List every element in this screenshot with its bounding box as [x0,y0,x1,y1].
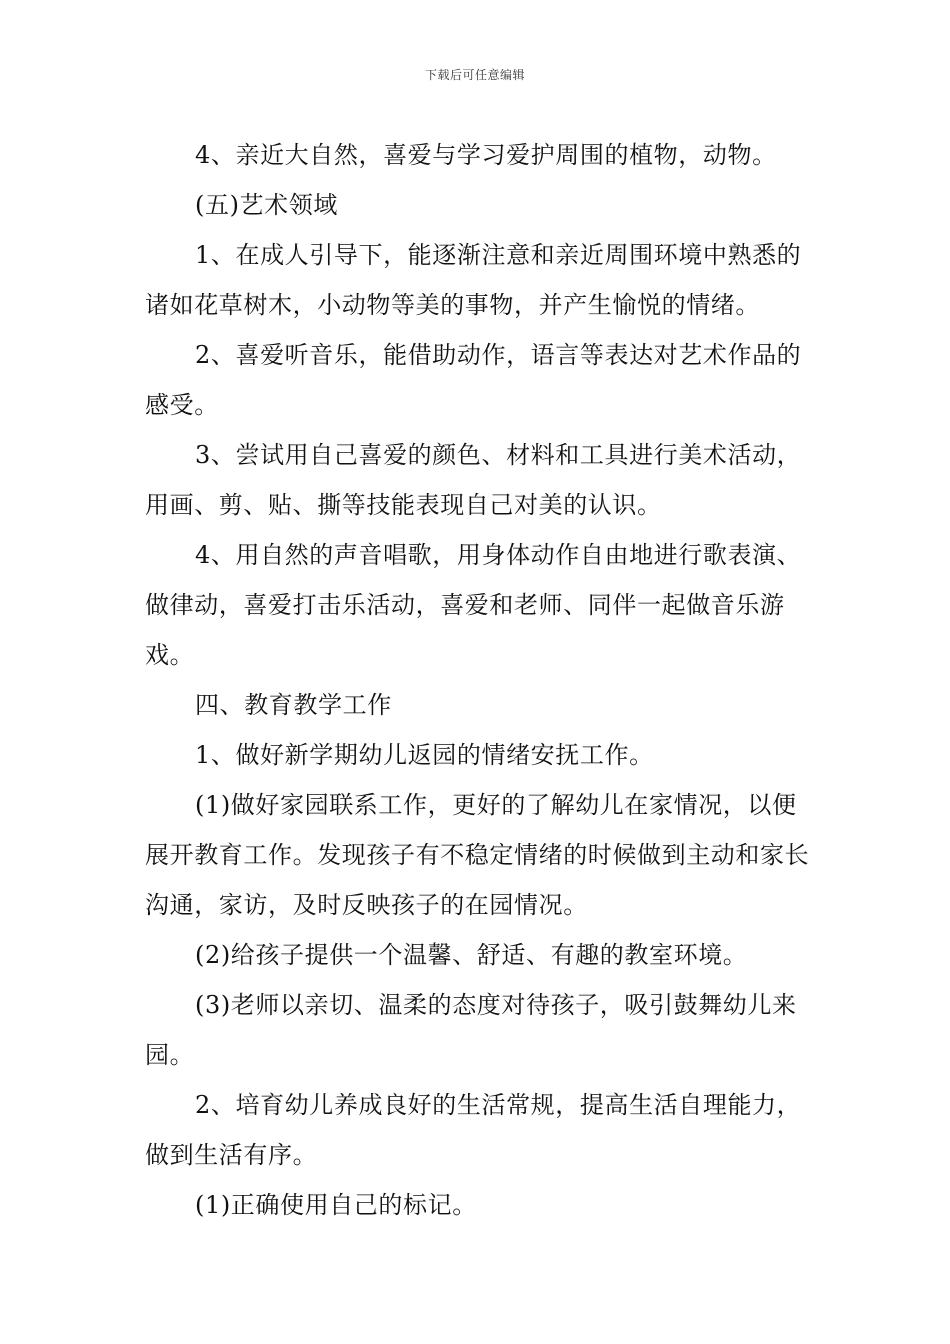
page-header: 下载后可任意编辑 [424,68,525,82]
paragraph: (1)正确使用自己的标记。 [195,1191,477,1219]
paragraph: (2)给孩子提供一个温馨、舒适、有趣的教室环境。 [195,941,748,969]
paragraph: 4、用自然的声音唱歌，用身体动作自由地进行歌表演、做律动，喜爱打击乐活动，喜爱和老师、同伴一起做音乐游戏。 [145,541,802,669]
paragraph: (3)老师以亲切、温柔的态度对待孩子，吸引鼓舞幼儿来园。 [145,991,797,1069]
paragraph: 4、亲近大自然，喜爱与学习爱护周围的植物，动物。 [195,141,777,169]
paragraph: 1、在成人引导下，能逐渐注意和亲近周围环境中熟悉的诸如花草树木，小动物等美的事物，并产生愉悦的情绪。 [145,241,802,319]
paragraph: 1、做好新学期幼儿返园的情绪安抚工作。 [195,741,654,769]
paragraph: 2、培育幼儿养成良好的生活常规，提高生活自理能力，做到生活有序。 [145,1091,802,1169]
paragraph: (1)做好家园联系工作，更好的了解幼儿在家情况，以便展开教育工作。发现孩子有不稳定情绪的时候做到主动和家长沟通，家访，及时反映孩子的在园情况。 [145,791,810,919]
paragraph: 2、喜爱听音乐，能借助动作，语言等表达对艺术作品的感受。 [145,341,802,419]
section-heading: 四、教育教学工作 [195,691,392,719]
paragraph: 3、尝试用自己喜爱的颜色、材料和工具进行美术活动，用画、剪、贴、撕等技能表现自己对美的认识。 [145,441,802,519]
document-body [145,130,810,1230]
section-heading: (五)艺术领域 [195,191,338,219]
